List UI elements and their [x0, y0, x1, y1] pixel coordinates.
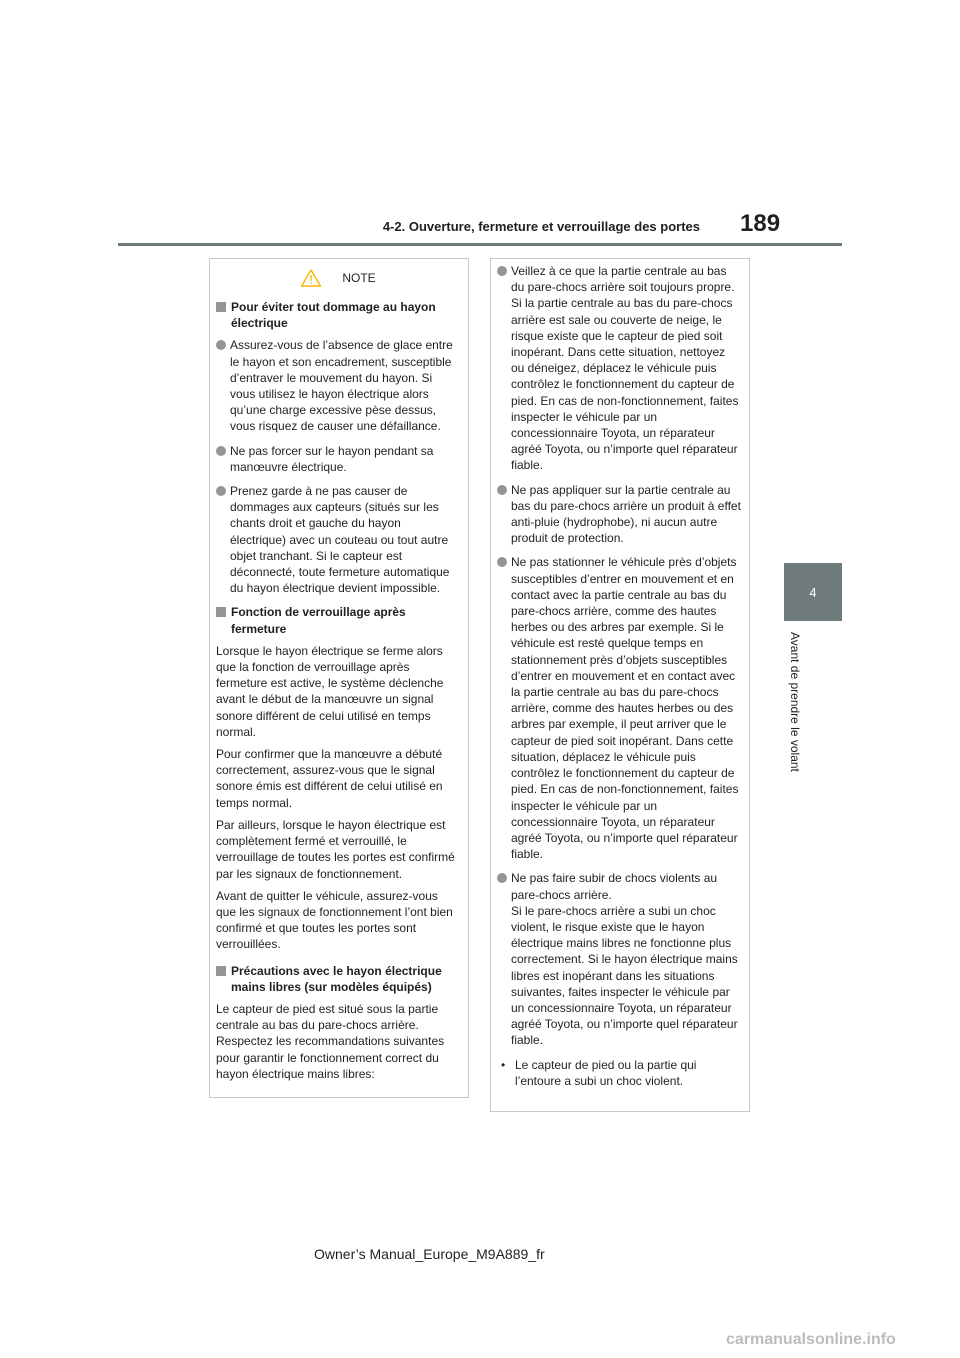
round-bullet-icon [497, 266, 507, 276]
section-heading: Précautions avec le hayon électrique mains libres (sur modèles équipés) [216, 963, 460, 995]
bullet-mark: • [501, 1057, 506, 1072]
square-bullet-icon [216, 302, 226, 312]
document-id: Owner’s Manual_Europe_M9A889_fr [314, 1246, 545, 1262]
square-bullet-icon [216, 966, 226, 976]
round-bullet-icon [216, 340, 226, 350]
round-bullet-icon [497, 485, 507, 495]
watermark[interactable]: carmanualsonline.info [726, 1331, 896, 1348]
page-number: 189 [740, 210, 781, 237]
section-title: 4-2. Ouverture, fermeture et verrouillage des portes [382, 219, 700, 234]
paragraph: Le capteur de pied est situé sous la partie centrale au bas du pare-chocs arrière. Respectez les recommandations suivantes pour garantir le fonctionnement correct du hayon électrique mains libres: [216, 1001, 445, 1081]
round-bullet-icon [497, 873, 507, 883]
list-item: Prenez garde à ne pas causer de dommages aux capteurs (situés sur les chants droit et gauche du hayon électrique) avec un couteau ou tout autre objet tranchant. Si le capteur est déconnecté, toute fermeture automatique du hayon électrique devient impossible. [216, 483, 460, 596]
round-bullet-icon [497, 557, 507, 567]
paragraph: Par ailleurs, lorsque le hayon électrique est complètement fermé et verrouillé, le verrouillage de toutes les portes est confirmé par les signaux de fonctionnement. [216, 817, 455, 881]
list-item: Ne pas appliquer sur la partie centrale au bas du pare-chocs arrière un produit à effet anti-pluie (hydrophobe), ni aucun autre produit de protection. [497, 482, 741, 547]
sub-list-item: • Le capteur de pied ou la partie qui l’entoure a subi un choc violent. [497, 1057, 741, 1089]
list-item: Ne pas faire subir de chocs violents au pare-chocs arrière. Si le pare-chocs arrière a subi un choc violent, le risque existe que le hayon électrique mains libres ne fonctionne plus correctement. Si le hayon électrique mains libres est inopérant dans les situations suivantes, faites inspecter le véhicule par un concessionnaire Toyota, un réparateur agréé Toyota, ou n’importe quel réparateur fiable. [497, 870, 741, 1048]
note-box-left [209, 258, 469, 1098]
warning-triangle-icon [300, 268, 322, 288]
list-item: Assurez-vous de l’absence de glace entre le hayon et son encadrement, susceptible d’entraver le mouvement du hayon. Si vous utilisez le hayon électrique alors qu’une charge excessive pèse dessus, vous risquez de causer une défaillance. [216, 337, 460, 434]
note-label: NOTE [342, 270, 376, 285]
note-box-right [490, 258, 750, 1112]
paragraph: Pour confirmer que la manœuvre a débuté correctement, assurez-vous que le signal sonore émis est différent de celui utilisé en temps normal. [216, 747, 443, 810]
section-heading: Pour éviter tout dommage au hayon électrique [216, 299, 460, 331]
header-rule [118, 243, 842, 246]
section-heading: Fonction de verrouillage après fermeture [216, 604, 460, 636]
round-bullet-icon [216, 446, 226, 456]
note-header [216, 265, 460, 291]
square-bullet-icon [216, 607, 226, 617]
paragraph: Lorsque le hayon électrique se ferme alors que la fonction de verrouillage après fermeture est active, le système déclenche avant le début de la manœuvre un signal sonore différent de celui utilisé en temps normal. [216, 643, 444, 739]
chapter-number: 4 [809, 584, 817, 600]
list-item: Ne pas forcer sur le hayon pendant sa manœuvre électrique. [216, 443, 460, 475]
chapter-title: Avant de prendre le volant [788, 632, 802, 772]
round-bullet-icon [216, 486, 226, 496]
list-item: Veillez à ce que la partie centrale au bas du pare-chocs arrière soit toujours propre. Si la partie centrale au bas du pare-chocs arrière est sale ou couverte de neige, le risque existe que le capteur de pied soit inopérant. Dans cette situation, nettoyez ou déneigez, déplacez le véhicule puis contrôlez le fonctionnement du capteur de pied. En cas de non-fonctionnement, faites inspecter le véhicule par un concessionnaire Toyota, un réparateur agréé Toyota, ou n’importe quel réparateur fiable. [497, 263, 741, 474]
list-item: Ne pas stationner le véhicule près d’objets susceptibles d’entrer en mouvement et en contact avec la partie centrale au bas du pare-chocs arrière, comme des hautes herbes ou des arbres par exemple. Si le véhicule est resté quelque temps en stationnement près d’objets susceptibles d’entrer en mouvement et en contact avec la partie centrale au bas du pare-chocs arrière, comme des hautes herbes ou des arbres par exemple, il peut arriver que le capteur de pied soit inopérant. Dans cette situation, déplacez le véhicule puis contrôlez le fonctionnement du capteur de pied. En cas de non-fonctionnement, faites inspecter le véhicule par un concessionnaire Toyota, un réparateur agréé Toyota, ou n’importe quel réparateur fiable. [497, 554, 741, 862]
paragraph: Avant de quitter le véhicule, assurez-vous que les signaux de fonctionnement l’ont bien confirmé et que toutes les portes sont verrouillées. [216, 888, 453, 952]
chapter-tab [784, 563, 842, 621]
